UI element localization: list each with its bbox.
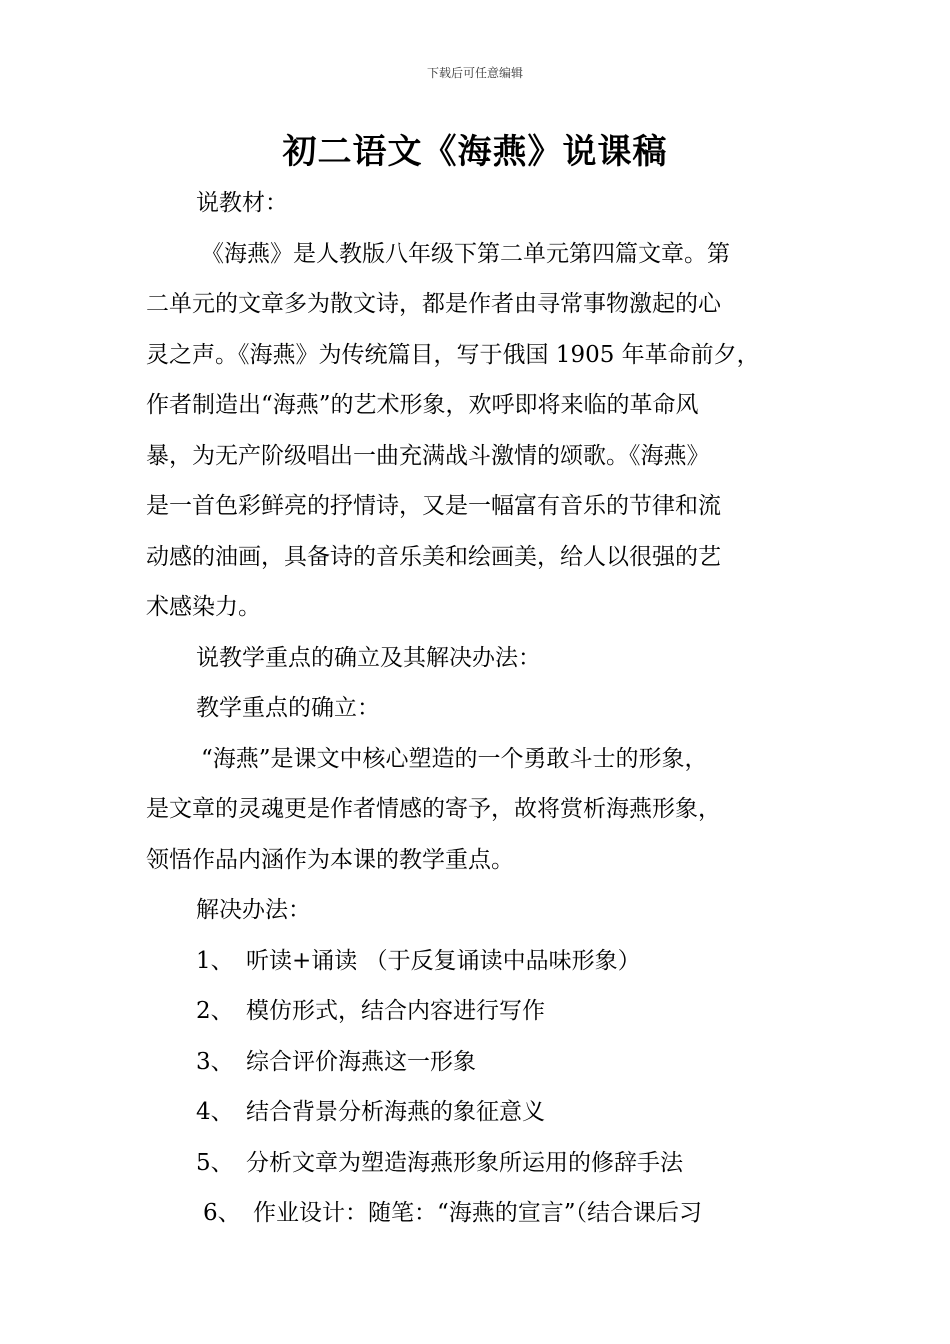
paragraph-line: 《海燕》是人教版八年级下第二单元第四篇文章。第	[201, 240, 730, 267]
paragraph-line: 是文章的灵魂更是作者情感的寄予，故将赏析海燕形象，	[146, 796, 721, 822]
solution-list-item	[146, 1037, 816, 1088]
list-number: 5、	[196, 1149, 234, 1176]
list-number: 1、	[196, 947, 234, 974]
paragraph-line: 暴，为无产阶级唱出一曲充满战斗激情的颂歌。《海燕》	[146, 442, 710, 469]
list-text: 模仿形式，结合内容进行写作	[246, 998, 545, 1024]
document-body	[146, 178, 816, 1239]
page-header-note: 下载后可任意编辑	[426, 66, 523, 80]
paragraph-line: 领悟作品内涵作为本课的教学重点。	[146, 846, 514, 873]
list-text: 结合背景分析海燕的象征意义	[246, 1099, 545, 1125]
list-number: 6、	[203, 1200, 241, 1226]
list-number: 3、	[196, 1048, 234, 1075]
paragraph-line: 动感的油画，具备诗的音乐美和绘画美，给人以很强的艺	[146, 543, 721, 570]
solution-list-item	[146, 1188, 816, 1239]
list-text: 分析文章为塑造海燕形象所运用的修辞手法	[246, 1149, 683, 1176]
list-number: 2、	[196, 998, 234, 1024]
solution-list-item	[146, 1087, 816, 1138]
list-text: 听读+诵读 （于反复诵读中品味形象）	[246, 947, 641, 974]
solution-list-item	[146, 1138, 816, 1189]
subheading-key-point: 教学重点的确立：	[196, 695, 380, 721]
list-text: 作业设计：随笔：“海燕的宣言”（结合课后习	[253, 1200, 703, 1226]
paragraph-line: 是一首色彩鲜亮的抒情诗，又是一幅富有音乐的节律和流	[146, 493, 721, 519]
section-heading-key-point: 说教学重点的确立及其解决办法：	[196, 644, 541, 671]
paragraph-line: 术感染力。	[146, 594, 261, 620]
paragraph-line: 作者制造出“海燕”的艺术形象，欢呼即将来临的革命风	[146, 392, 699, 418]
paragraph-line: 灵之声。《海燕》为传统篇目，写于俄国 1905 年革命前夕，	[146, 341, 760, 368]
section-heading-textbook: 说教材：	[196, 190, 288, 216]
section-heading-solutions: 解决办法：	[196, 897, 311, 923]
document-title: 初二语文《海燕》说课稿	[282, 132, 668, 172]
solution-list-item	[146, 986, 816, 1037]
list-text: 综合评价海燕这一形象	[246, 1048, 476, 1075]
list-number: 4、	[196, 1099, 234, 1125]
paragraph-line: 二单元的文章多为散文诗，都是作者由寻常事物激起的心	[146, 291, 721, 317]
paragraph-line: “海燕”是课文中核心塑造的一个勇敢斗士的形象，	[201, 745, 708, 772]
solution-list-item	[146, 936, 816, 987]
